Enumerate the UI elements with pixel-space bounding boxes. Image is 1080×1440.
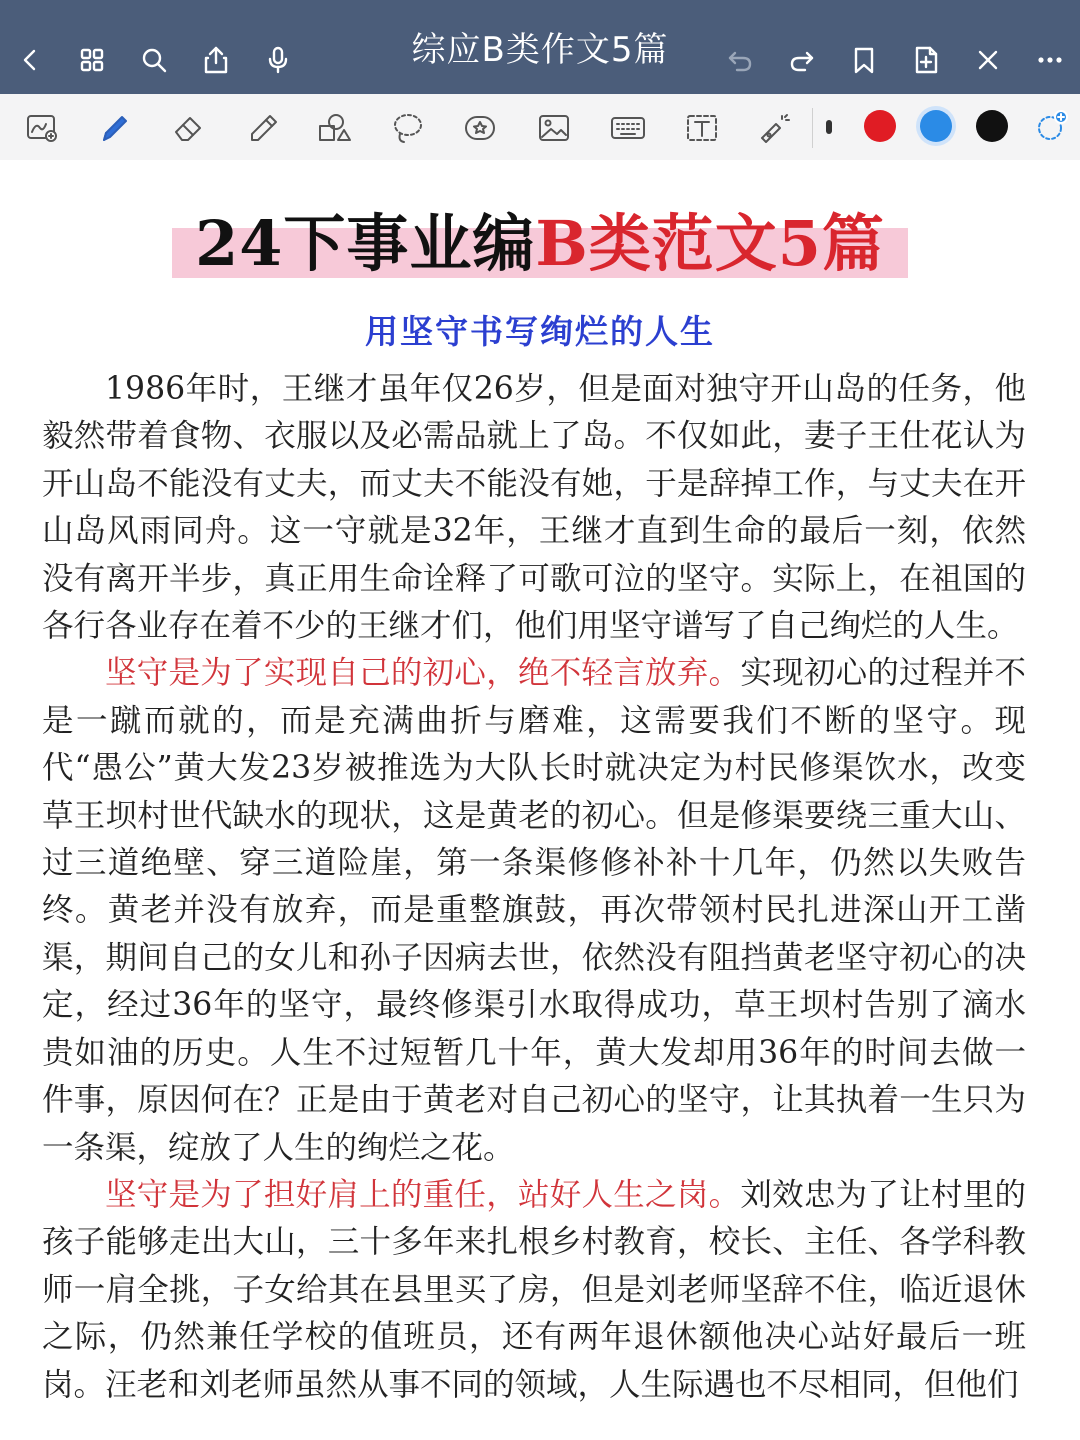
more-icon[interactable] — [1030, 38, 1070, 82]
add-color-icon[interactable] — [1030, 104, 1074, 148]
toolbar-divider — [812, 108, 813, 148]
grid-icon[interactable] — [72, 38, 112, 82]
undo-icon[interactable] — [720, 38, 760, 82]
back-icon[interactable] — [10, 38, 50, 82]
paragraph-3-thesis: 坚守是为了担好肩上的重任，站好人生之岗。 — [105, 1176, 741, 1213]
paragraph-2 — [42, 650, 1026, 1171]
shapes-icon[interactable] — [312, 106, 356, 150]
main-title-text: 24下事业编 — [195, 207, 536, 280]
color-blue-swatch[interactable] — [920, 110, 952, 142]
top-bar — [0, 0, 1080, 94]
close-icon[interactable] — [968, 38, 1008, 82]
share-icon[interactable] — [196, 38, 236, 82]
image-icon[interactable] — [532, 106, 576, 150]
pen-icon[interactable] — [92, 106, 136, 150]
document-page[interactable] — [0, 160, 1080, 1440]
redo-icon[interactable] — [782, 38, 822, 82]
paragraph-3-text: 刘效忠为了让村里的孩子能够走出大山，三十多年来扎根乡村教育，校长、主任、各学科教师一肩全挑，子女给其在县里买了房，但是刘老师坚辞不住，临近退休之际，仍然兼任学校的值班员，还有两年退休额他决心站好最后一班岗。汪老和刘老师虽然从事不同的领域，人生际遇也不尽相同，但他们 — [42, 1176, 1026, 1403]
essay-subtitle: 用坚守书写绚烂的人生 — [365, 312, 715, 351]
paragraph-2-text: 实现初心的过程并不是一蹴而就的，而是充满曲折与磨难，这需要我们不断的坚守。现代“愚公”黄大发23岁被推选为大队长时就决定为村民修渠饮水，改变草王坝村世代缺水的现状，这是黄老的初心。但是修渠要绕三重大山、过三道绝壁、穿三道险崖，第一条渠修修补补十几年，仍然以失败告终。黄老并没有放弃，而是重整旗鼓，再次带领村民扎进深山开工凿渠，期间自己的女儿和孙子因病去世，依然没有阻挡黄老坚守初心的决定，经过36年的坚守，最终修渠引水取得成功，草王坝村告别了滴水贵如油的历史。人生不过短暂几十年，黄大发却用36年的时间去做一件事，原因何在？正是由于黄老对自己初心的坚守，让其执着一生只为一条渠，绽放了人生的绚烂之花。 — [42, 655, 1026, 1166]
paragraph-3 — [42, 1172, 1026, 1409]
color-red-swatch[interactable] — [864, 110, 896, 142]
sticker-icon[interactable] — [458, 106, 502, 150]
document-title[interactable]: 综应B类作文5篇 — [411, 30, 669, 70]
main-title — [0, 194, 1080, 283]
bookmark-icon[interactable] — [844, 38, 884, 82]
add-page-icon[interactable] — [906, 38, 946, 82]
search-icon[interactable] — [134, 38, 174, 82]
microphone-icon[interactable] — [258, 38, 298, 82]
laser-pointer-icon[interactable] — [752, 106, 796, 150]
highlighter-icon[interactable] — [240, 106, 284, 150]
main-title-highlight: B类范文5篇 — [535, 207, 885, 280]
drag-handle[interactable] — [826, 120, 832, 134]
paragraph-2-thesis: 坚守是为了实现自己的初心，绝不轻言放弃。 — [105, 655, 741, 692]
essay-body — [42, 366, 1026, 1409]
drawing-toolbar — [0, 94, 1080, 161]
lasso-icon[interactable] — [386, 106, 430, 150]
paragraph-1: 1986年时，王继才虽年仅26岁，但是面对独守开山岛的任务，他毅然带着食物、衣服以及必需品就上了岛。不仅如此，妻子王仕花认为开山岛不能没有丈夫，而丈夫不能没有她，于是辞掉工作，与丈夫在开山岛风雨同舟。这一守就是32年，王继才直到生命的最后一刻，依然没有离开半步，真正用生命诠释了可歌可泣的坚守。实际上，在祖国的各行各业存在着不少的王继才们，他们用坚守谱写了自己绚烂的人生。 — [42, 371, 1026, 645]
text-box-icon[interactable] — [680, 106, 724, 150]
eraser-icon[interactable] — [166, 106, 210, 150]
image-select-icon[interactable] — [20, 106, 64, 150]
color-black-swatch[interactable] — [976, 110, 1008, 142]
keyboard-icon[interactable] — [606, 106, 650, 150]
